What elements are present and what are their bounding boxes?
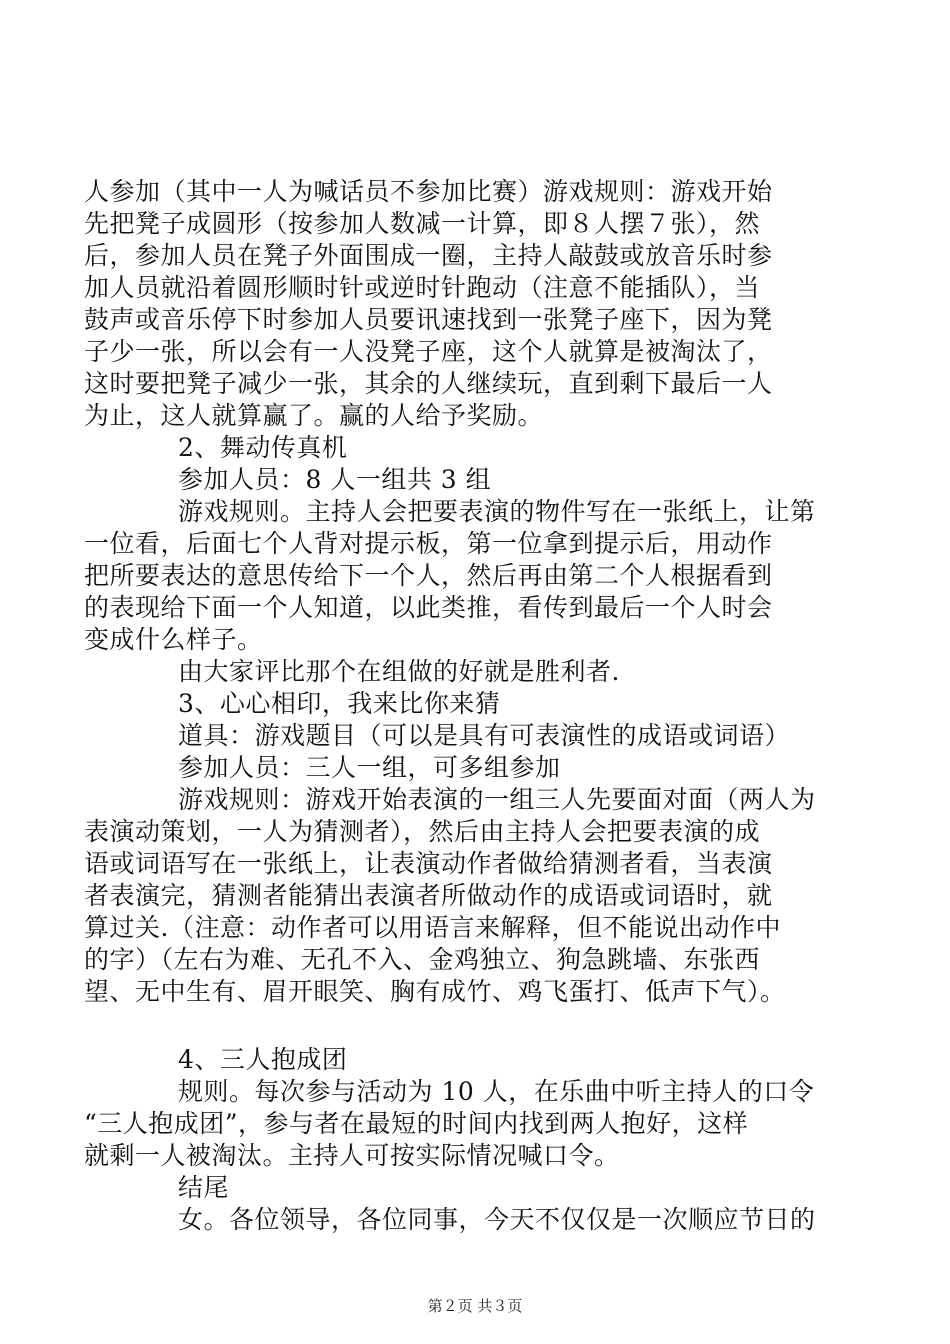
body-text-line: 把所要表达的意思传给下一个人，然后再由第二个人根据看到: [84, 561, 773, 590]
body-text-line: 算过关.（注意：动作者可以用语言来解释，但不能说出动作中: [84, 913, 781, 942]
body-text-line: 的表现给下面一个人知道，以此类推，看传到最后一个人时会: [84, 593, 773, 622]
body-text-line: 后，参加人员在凳子外面围成一圈，主持人敲鼓或放音乐时参: [84, 241, 773, 270]
body-text-line: 语或词语写在一张纸上，让表演动作者做给猜测者看，当表演: [84, 849, 773, 878]
body-text-line: 一位看，后面七个人背对提示板，第一位拿到提示后，用动作: [84, 529, 773, 558]
section-heading: 4、三人抱成团: [178, 1045, 348, 1074]
body-text-line: 这时要把凳子减少一张，其余的人继续玩，直到剩下最后一人: [84, 369, 773, 398]
body-text-line: 参加人员：8 人一组共 3 组: [178, 465, 492, 494]
body-text-line: 游戏规则：游戏开始表演的一组三人先要面对面（两人为: [178, 785, 816, 814]
body-text-line: “三人抱成团”，参与者在最短的时间内找到两人抱好，这样: [84, 1109, 749, 1138]
body-text-line: 子少一张，所以会有一人没凳子座，这个人就算是被淘汰了，: [84, 337, 773, 366]
page-footer: 第２页 共３页: [427, 1297, 523, 1315]
body-text-line: 先把凳子成圆形（按参加人数减一计算，即８人摆７张），然: [84, 209, 761, 238]
body-text-line: 规则。每次参与活动为 10 人，在乐曲中听主持人的口令: [178, 1077, 815, 1106]
body-text-line: 表演动策划，一人为猜测者），然后由主持人会把要表演的成: [84, 817, 761, 846]
body-text-line: 游戏规则。主持人会把要表演的物件写在一张纸上，让第: [178, 497, 816, 526]
body-text-line: 望、无中生有、眉开眼笑、胸有成竹、鸡飞蛋打、低声下气）。: [84, 977, 786, 1006]
body-text-line: 者表演完，猜测者能猜出表演者所做动作的成语或词语时，就: [84, 881, 773, 910]
section-heading: 2、舞动传真机: [178, 433, 348, 462]
body-text-line: 就剩一人被淘汰。主持人可按实际情况喊口令。: [84, 1141, 620, 1170]
body-text-line: 为止，这人就算赢了。赢的人给予奖励。: [84, 401, 544, 430]
body-text-line: 由大家评比那个在组做的好就是胜利者.: [178, 657, 620, 686]
body-text-line: 的字）（左右为难、无孔不入、金鸡独立、狗急跳墙、东张西: [84, 945, 761, 974]
body-text-line: 女。各位领导，各位同事，今天不仅仅是一次顺应节日的: [178, 1205, 816, 1234]
section-heading: 结尾: [178, 1173, 230, 1202]
body-text-line: 变成什么样子。: [84, 625, 263, 654]
body-text-line: 参加人员：三人一组，可多组参加: [178, 753, 561, 782]
section-heading: 3、心心相印，我来比你来猜: [178, 689, 501, 718]
body-text-line: 道具：游戏题目（可以是具有可表演性的成语或词语）: [178, 721, 791, 750]
body-text-line: 鼓声或音乐停下时参加人员要讯速找到一张凳子座下，因为凳: [84, 305, 773, 334]
body-text-line: 人参加（其中一人为喊话员不参加比赛）游戏规则：游戏开始: [84, 177, 773, 206]
body-text-line: 加人员就沿着圆形顺时针或逆时针跑动（注意不能插队），当: [84, 273, 761, 302]
